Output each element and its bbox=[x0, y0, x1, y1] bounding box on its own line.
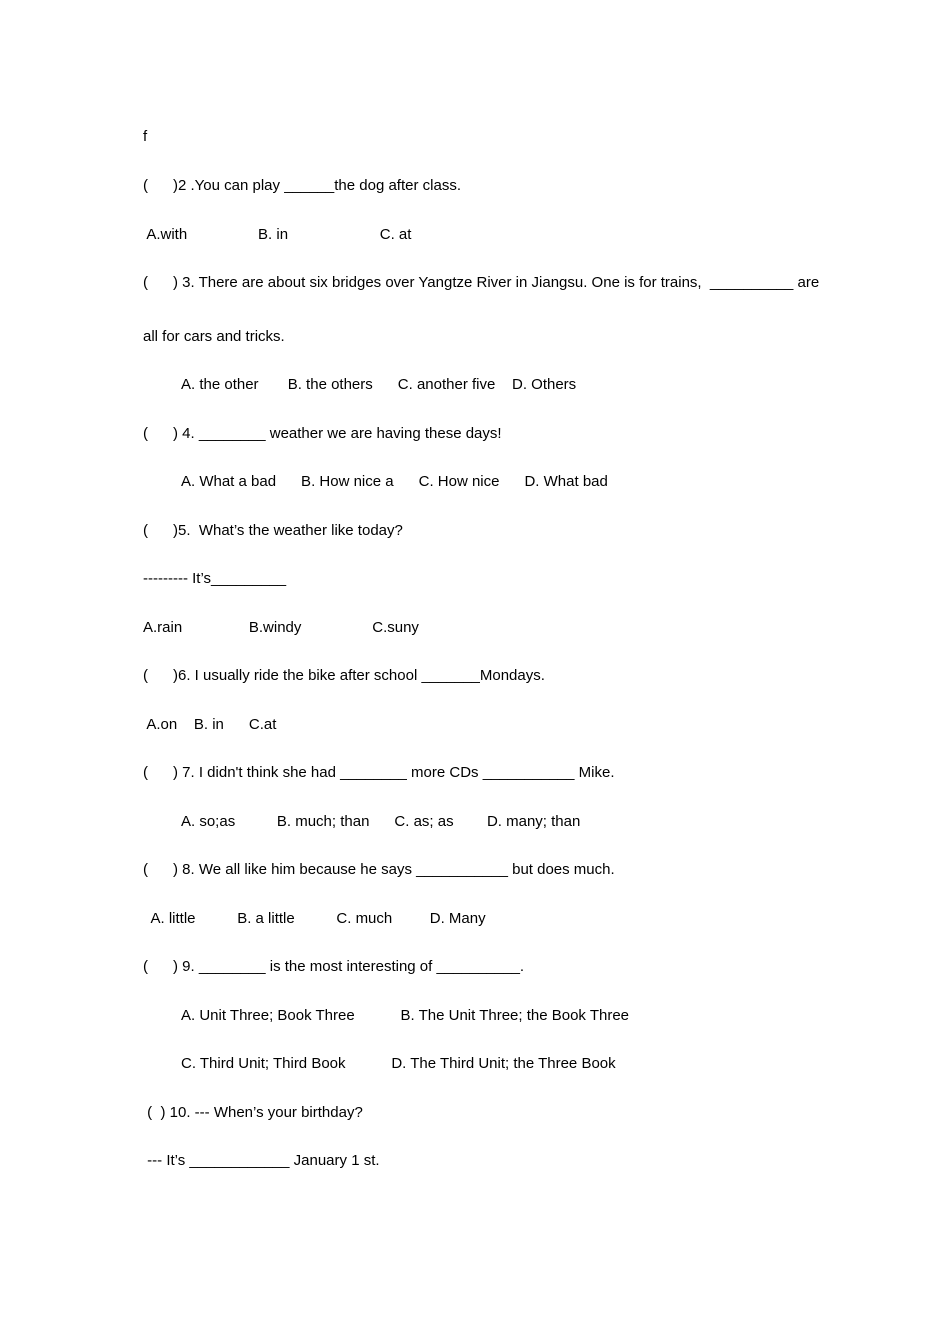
question-3-stem-continued: all for cars and tricks. bbox=[143, 328, 285, 345]
question-5-answer: --------- It’s_________ bbox=[143, 570, 287, 587]
question-8-options: A. little B. a little C. much D. Many bbox=[143, 910, 486, 927]
question-7-stem: ( ) 7. I didn't think she had ________ more CDs ___________ Mike. bbox=[143, 764, 615, 781]
question-5-options: A.rain B.windy C.suny bbox=[143, 619, 419, 636]
question-10-stem: ( ) 10. --- When’s your birthday? bbox=[143, 1104, 363, 1121]
question-6-stem: ( )6. I usually ride the bike after school _______Mondays. bbox=[143, 667, 545, 684]
question-6-options: A.on B. in C.at bbox=[143, 716, 277, 733]
question-9-stem: ( ) 9. ________ is the most interesting of __________. bbox=[143, 958, 525, 975]
question-5-stem: ( )5. What’s the weather like today? bbox=[143, 522, 403, 539]
stray-character: f bbox=[143, 128, 148, 145]
question-7-options: A. so;as B. much; than C. as; as D. many; than bbox=[181, 813, 581, 830]
question-9-options-row-2: C. Third Unit; Third Book D. The Third Unit; the Three Book bbox=[181, 1055, 616, 1072]
question-3-stem: ( ) 3. There are about six bridges over Yangtze River in Jiangsu. One is for trains, __________ are bbox=[143, 274, 820, 291]
question-3-options: A. the other B. the others C. another five D. Others bbox=[181, 376, 577, 393]
question-2-options: A.with B. in C. at bbox=[143, 226, 412, 243]
question-4-stem: ( ) 4. ________ weather we are having these days! bbox=[143, 425, 502, 442]
question-10-answer: --- It’s ____________ January 1 st. bbox=[143, 1152, 380, 1169]
question-9-options-row-1: A. Unit Three; Book Three B. The Unit Three; the Book Three bbox=[181, 1007, 630, 1024]
question-4-options: A. What a bad B. How nice a C. How nice D. What bad bbox=[181, 473, 608, 490]
question-2-stem: ( )2 .You can play ______the dog after class. bbox=[143, 177, 461, 194]
question-8-stem: ( ) 8. We all like him because he says ___________ but does much. bbox=[143, 861, 615, 878]
